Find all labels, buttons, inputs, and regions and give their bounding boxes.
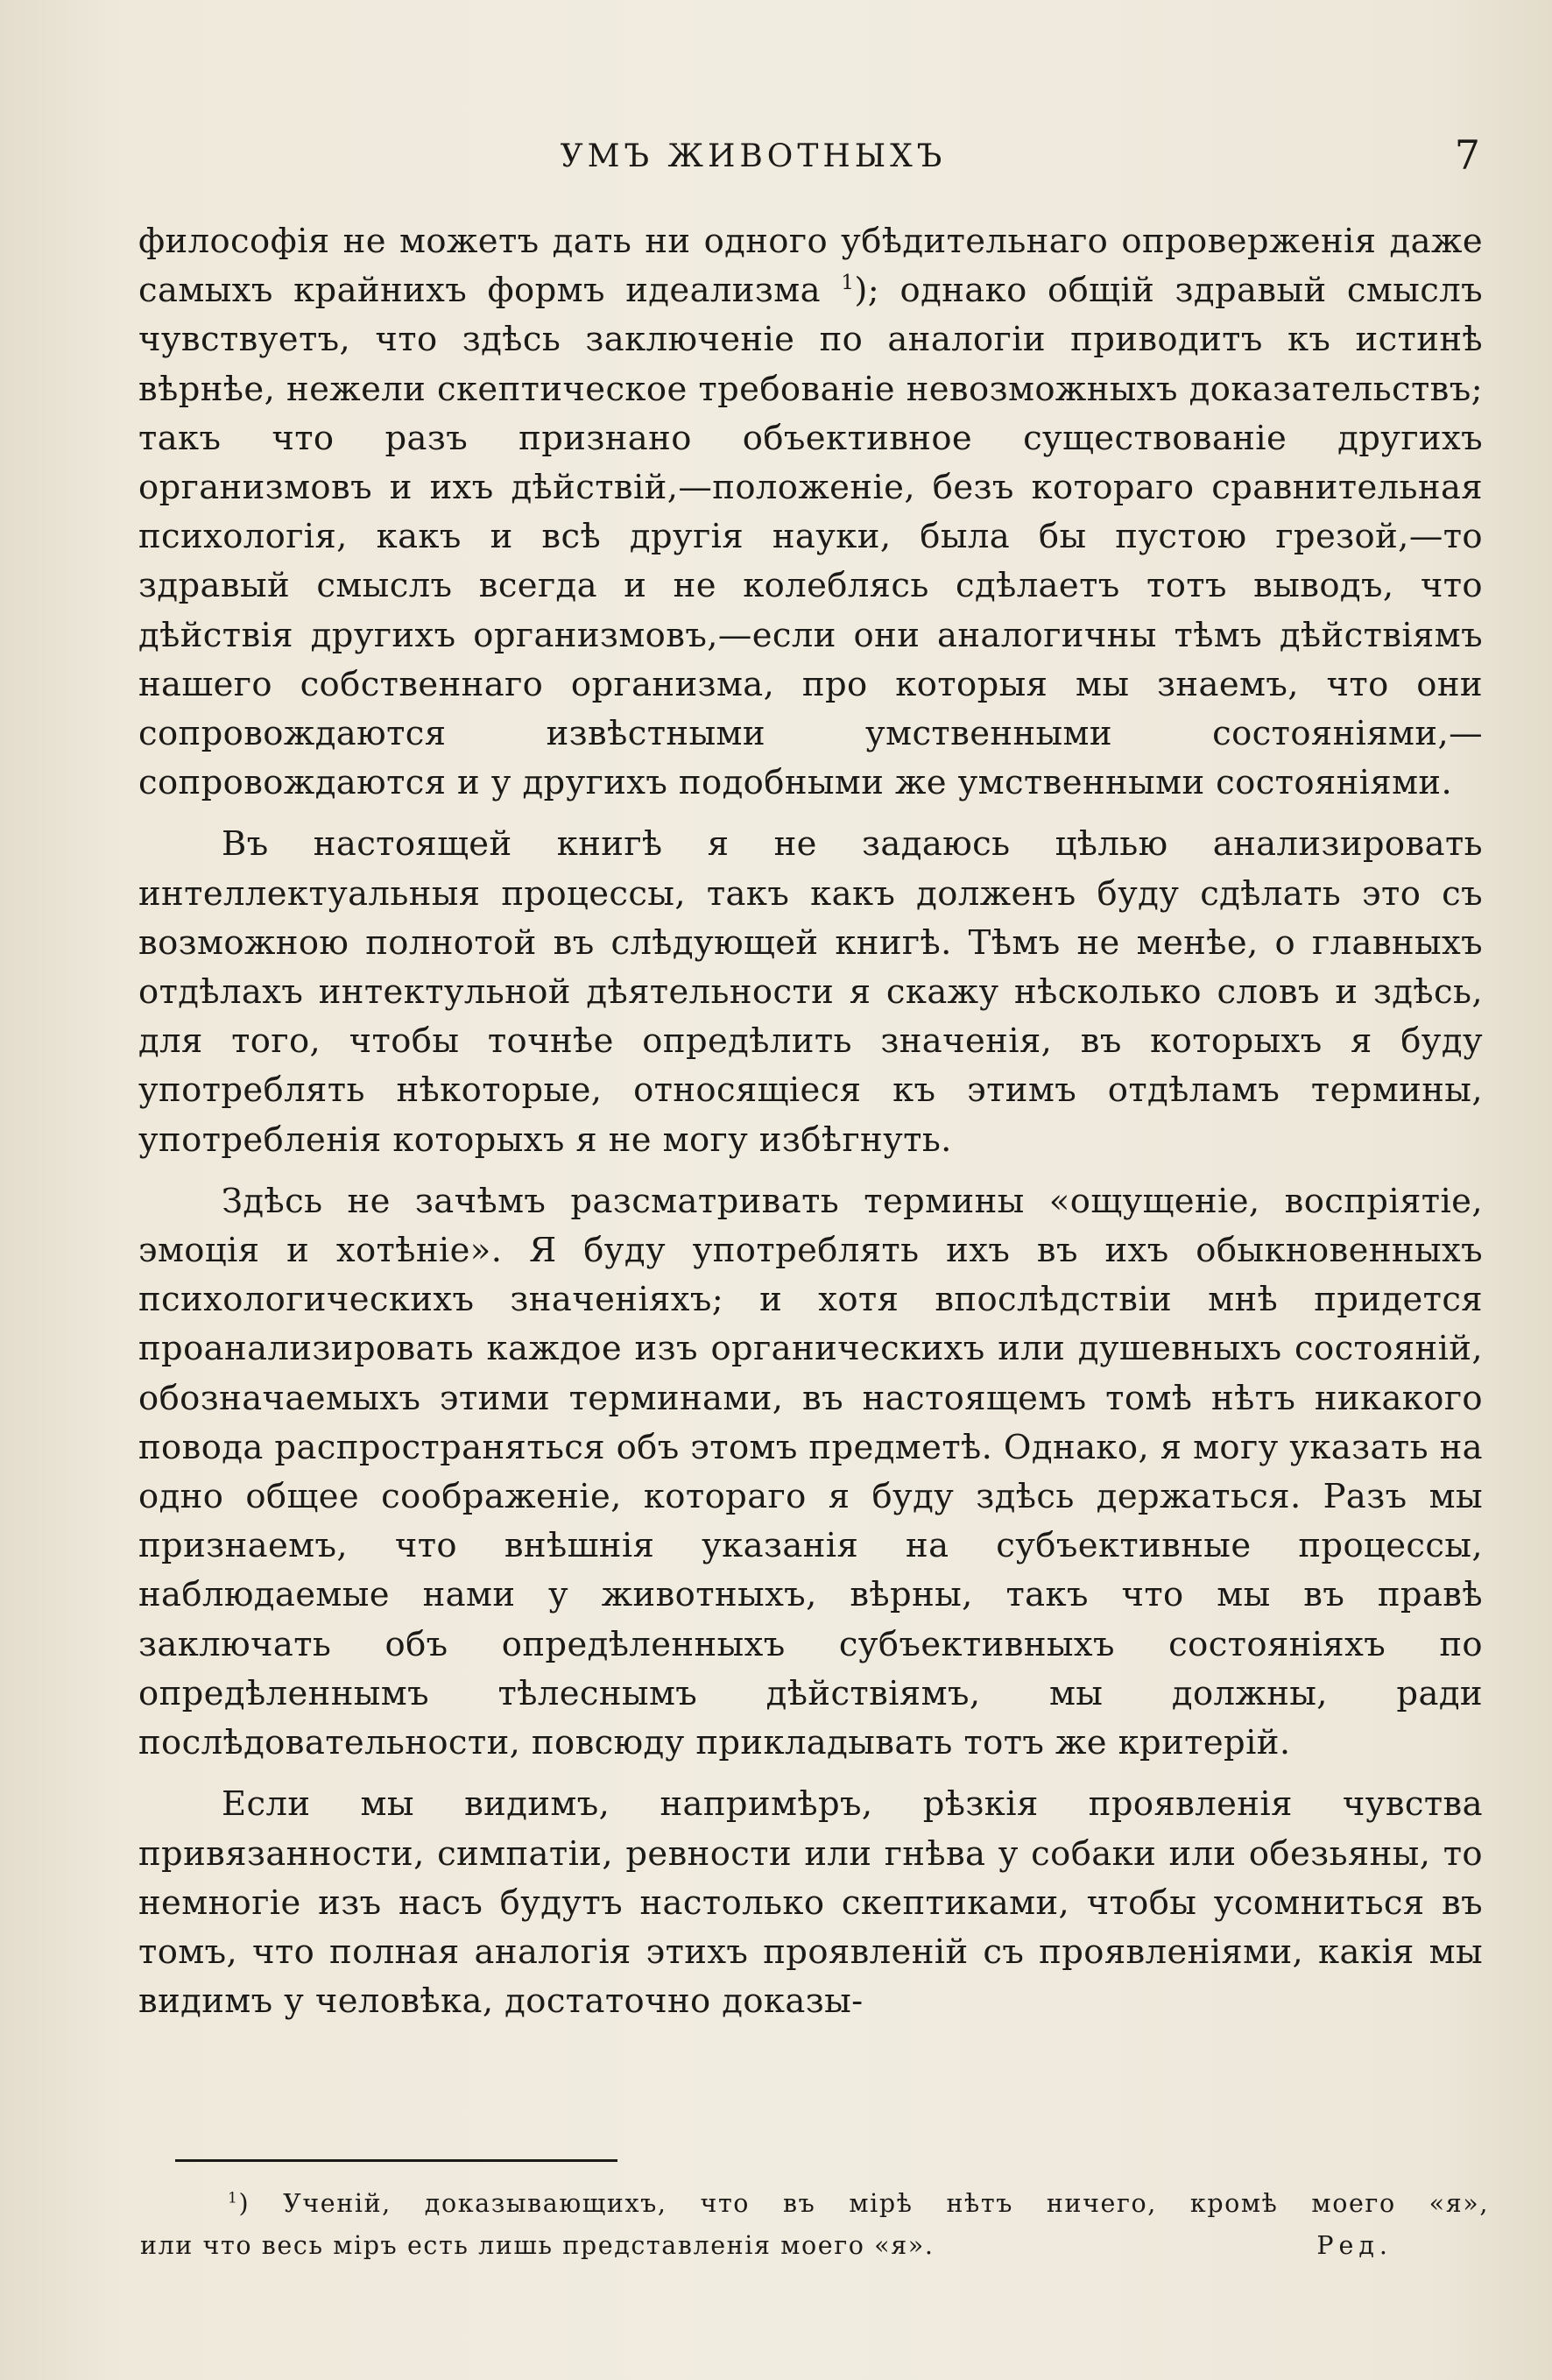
paragraph-1-text: философія не можетъ дать ни одного убѣдительнаго опроверженія даже самыхъ крайнихъ формъ идеализма — [138, 222, 1483, 311]
page-number: 7 — [1454, 131, 1480, 179]
footnote-reference: 1 — [841, 272, 855, 295]
footnote-text-1: ) Ученій, доказывающихъ, что въ мірѣ нѣтъ ничего, кромѣ моего «я», — [238, 2189, 1489, 2218]
footnote-line-2 — [140, 2225, 1489, 2267]
paragraph-2: Въ настоящей книгѣ я не задаюсь цѣлью анализировать интеллектуальныя процессы, такъ какъ долженъ буду сдѣлать это съ возможною полнотой въ слѣдующей книгѣ. Тѣмъ не менѣе, о главныхъ отдѣлахъ интектульной дѣятельности я скажу нѣсколько словъ и здѣсь, для того, чтобы точнѣе опредѣлить значенія, въ которыхъ я буду употреблять нѣкоторые, относящіеся къ этимъ отдѣламъ термины, употребленія которыхъ я не могу избѣгнуть. — [138, 824, 1483, 1160]
paragraph-1-continuation: ); однако общій здравый смыслъ чувствуетъ, что здѣсь заключеніе по аналогіи приводитъ къ истинѣ вѣрнѣе, нежели скептическое требованіе невозможныхъ доказательствъ; такъ что разъ признано объективное существованіе другихъ организмовъ и ихъ дѣйствій,—положеніе, безъ котораго сравнительная психологія, какъ и всѣ другія науки, была бы пустою грезой,—то здравый смыслъ всегда и не колеблясь сдѣлаетъ тотъ выводъ, что дѣйствія другихъ организмовъ,—если они аналогичны тѣмъ дѣйствіямъ нашего собственнаго организма, про которыя мы знаемъ, что они сопровождаются извѣстными умственными состояніями,—сопровождаются и у другихъ подобными же умственными состояніями. — [138, 271, 1483, 803]
footnote-text-2: или что весь міръ есть лишь представленія моего «я». — [140, 2231, 935, 2260]
paragraph-4: Если мы видимъ, напримѣръ, рѣзкія проявленія чувства привязанности, симпатіи, ревности или гнѣва у собаки или обезьяны, то немногіе изъ насъ будутъ настолько скептиками, чтобы усомниться въ томъ, что полная аналогія этихъ проявленій съ проявленіями, какія мы видимъ у человѣка, достаточно доказы- — [138, 1784, 1483, 2022]
running-title: УМЪ ЖИВОТНЫХЪ — [560, 138, 947, 174]
paragraph-3: Здѣсь не зачѣмъ разсматривать термины «ощущеніе, воспріятіе, эмоція и хотѣніе». Я буду употреблять ихъ въ ихъ обыкновенныхъ психологическихъ значеніяхъ; и хотя впослѣдствіи мнѣ придется проанализировать каждое изъ органическихъ или душевныхъ состояній, обозначаемыхъ этими терминами, въ настоящемъ томѣ нѣтъ никакого повода распространяться объ этомъ предметѣ. Однако, я могу указать на одно общее соображеніе, котораго я буду здѣсь держаться. Разъ мы признаемъ, что внѣшнія указанія на субъективные процессы, наблюдаемые нами у животныхъ, вѣрны, такъ что мы въ правѣ заключать объ опредѣленныхъ субъективныхъ состояніяхъ по опредѣленнымъ тѣлеснымъ дѣйствіямъ, мы должны, ради послѣдовательности, повсюду прикладывать тотъ же критерій. — [138, 1181, 1483, 1763]
footnote-marker: 1 — [228, 2189, 239, 2207]
footnote-editor-mark: Ред. — [1316, 2231, 1393, 2260]
footnote-line-1 — [140, 2183, 1489, 2225]
body-text — [138, 217, 1483, 2026]
footnote-divider — [175, 2159, 617, 2162]
running-head — [140, 131, 1489, 184]
footnote — [140, 2183, 1489, 2267]
paragraph-1 — [138, 217, 1483, 808]
